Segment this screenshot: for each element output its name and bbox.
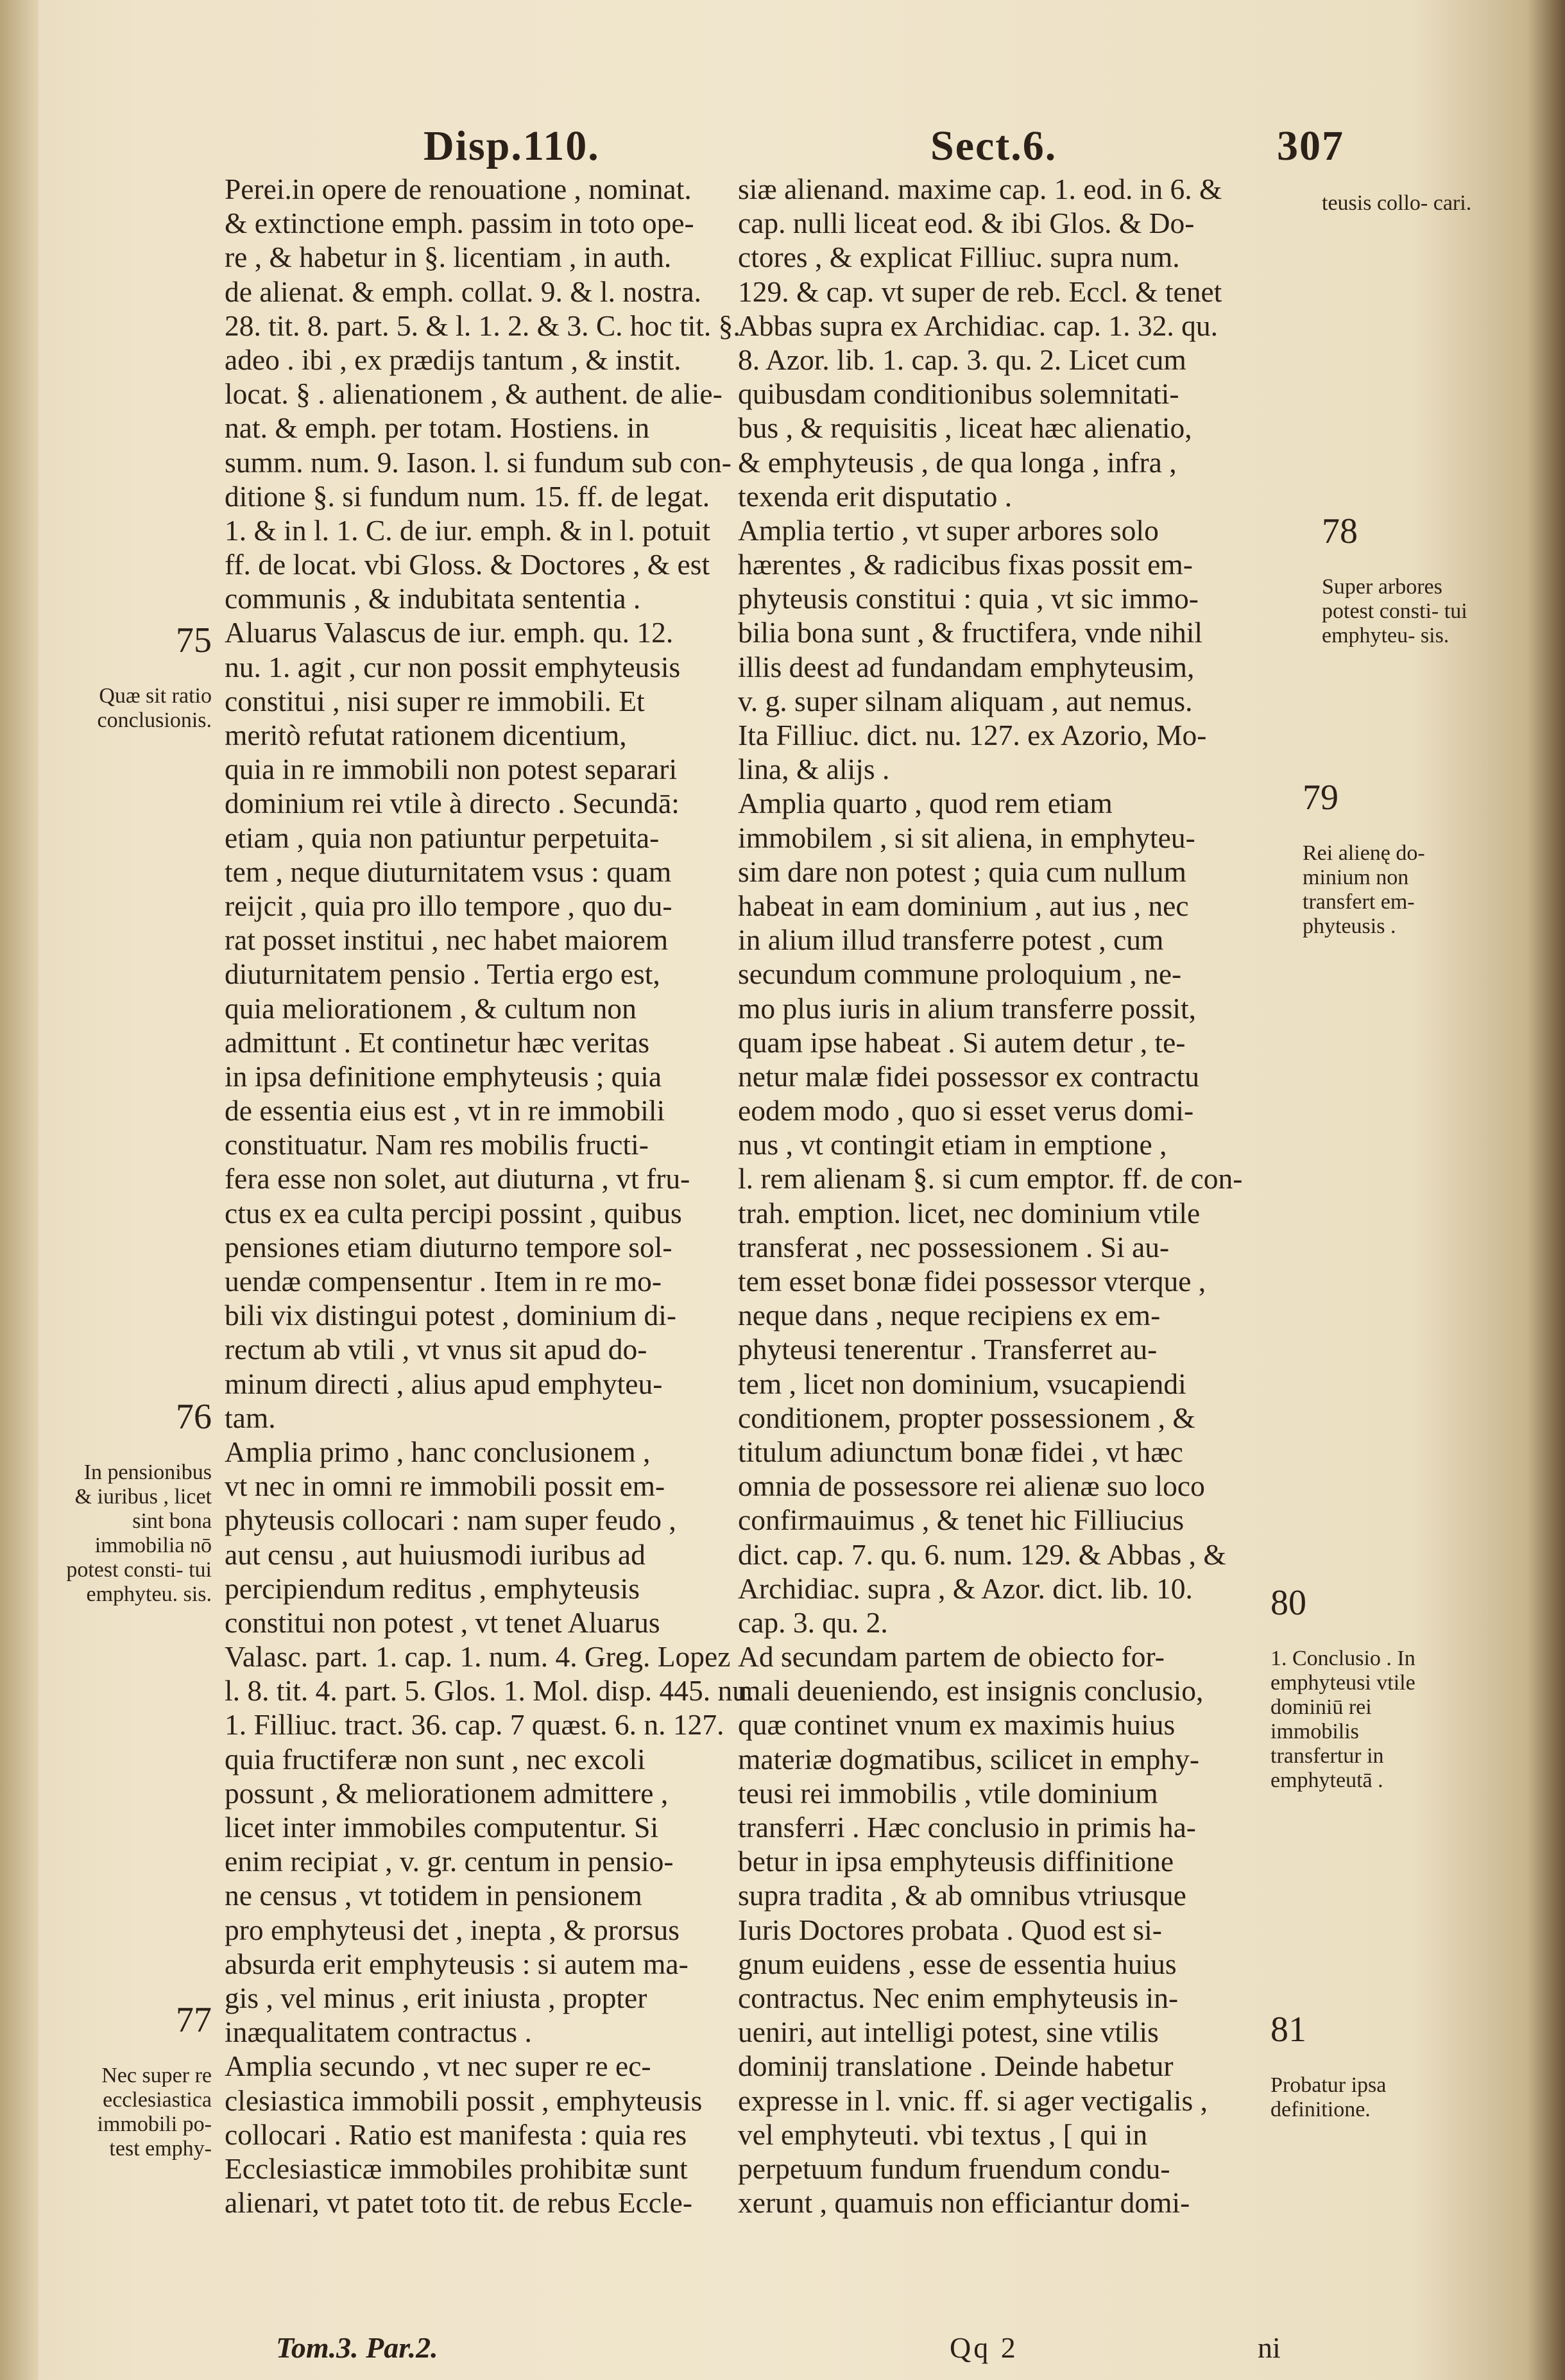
text-line: nat. & emph. per totam. Hostiens. in [225,411,650,445]
text-line: bili vix distingui potest , dominium di- [225,1299,677,1332]
text-line: eodem modo , quo si esset verus domi- [738,1094,1194,1127]
text-line: enim recipiat , v. gr. centum in pensio- [225,1845,674,1878]
text-line: lina, & alijs . [738,753,890,786]
margin-note-number: 81 [1270,2010,1306,2050]
margin-note-number: 80 [1270,1583,1306,1623]
text-line: habeat in eam dominium , aut ius , nec [738,889,1189,922]
text-line: texenda erit disputatio . [738,479,1013,513]
text-line: constitui , nisi super re immobili. Et [225,684,645,717]
margin-note-text: Nec super re ecclesiastica immobili po- test emphy- [97,2064,212,2161]
text-line: contractus. Nec enim emphyteusis in- [738,1981,1179,2014]
text-line: uendæ compensentur . Item in re mo- [225,1265,662,1297]
margin-note-text: Quæ sit ratio conclusionis. [97,684,212,732]
running-header [0,96,1565,167]
text-line: Ad secundam partem de obiecto for- [738,1640,1165,1674]
text-line: vt nec in omni re immobili possit em- [225,1469,665,1503]
text-line: hærentes , & radicibus fixas possit em- [738,548,1193,581]
volume-footer: Tom.3. Par.2. [276,2331,438,2364]
text-line: minum directi , alius apud emphyteu- [225,1367,663,1400]
text-line: gis , vel minus , erit iniusta , propter [225,1981,647,2014]
signature-mark: Qq 2 [950,2331,1018,2364]
margin-note-text: Rei alienę do- minium non transfert em- phyteusis . [1303,841,1425,938]
text-line: mo plus iuris in alium transferre possit, [738,991,1197,1025]
margin-note-77 [64,1976,212,2161]
text-line: constitui non potest , vt tenet Aluarus [225,1605,660,1639]
text-line: 8. Azor. lib. 1. cap. 3. qu. 2. Licet cum [738,343,1186,376]
text-line: Amplia secundo , vt nec super re ec- [225,2050,651,2083]
text-line: supra tradita , & ab omnibus vtriusque [738,1879,1186,1912]
text-line: dominium rei vtile à directo . Secundā: [225,787,680,820]
text-line: secundum commune proloquium , ne- [738,957,1182,991]
text-line: Ita Filliuc. dict. nu. 127. ex Azorio, Mo- [738,719,1207,751]
text-line: adeo . ibi , ex prædijs tantum , & instit. [225,343,681,376]
text-line: ditione §. si fundum num. 15. ff. de legat. [225,479,710,513]
text-line: 129. & cap. vt super de reb. Eccl. & tenet [738,275,1222,308]
text-line: Perei.in opere de renouatione , nominat. [225,173,692,205]
text-line: summ. num. 9. Iason. l. si fundum sub con- [225,445,731,479]
text-line: locat. § . alienationem , & authent. de alie- [225,377,723,411]
text-line: illis deest ad fundandam emphyteusim, [738,650,1195,683]
text-line: perpetuum fundum fruendum condu- [738,2152,1170,2185]
text-line: Amplia tertio , vt super arbores solo [738,513,1159,547]
text-line: quæ continet vnum ex maximis huius [738,1708,1176,1742]
text-line: quia in re immobili non potest separari [225,753,678,786]
text-line: transferat , nec possessionem . Si au- [738,1230,1170,1263]
text-line: conditionem, propter possessionem , & [738,1401,1195,1434]
text-line: mali deueniendo, est insignis conclusio, [738,1674,1204,1708]
margin-note-79 [1303,754,1457,939]
text-line: possunt , & meliorationem admittere , [225,1776,669,1810]
text-line: nus , vt contingit etiam in emptione , [738,1128,1167,1161]
text-line: vel emphyteuti. vbi textus , [ qui in [738,2118,1148,2151]
text-line: materiæ dogmatibus, scilicet in emphy- [738,1742,1200,1776]
text-line: trah. emption. licet, nec dominium vtile [738,1196,1201,1229]
margin-note-78 [1322,488,1476,648]
text-line: immobilem , si sit aliena, in emphyteu- [738,821,1195,854]
text-line: cap. 3. qu. 2. [738,1605,888,1639]
text-line: dict. cap. 7. qu. 6. num. 129. & Abbas , & [738,1537,1226,1571]
text-line: ne census , vt totidem in pensionem [225,1879,642,1912]
text-line: cap. nulli liceat eod. & ibi Glos. & Do- [738,207,1195,240]
page-number: 307 [1277,123,1344,169]
text-line: percipiendum reditus , emphyteusis [225,1571,640,1605]
text-line: absurda erit emphyteusis : si autem ma- [225,1947,688,1980]
margin-note-text: teusis collo- cari. [1322,191,1472,215]
text-line: de alienat. & emph. collat. 9. & l. nostra. [225,275,701,308]
text-line: titulum adiunctum bonæ fidei , vt hæc [738,1435,1183,1468]
text-line: quia meliorationem , & cultum non [225,991,637,1025]
catchword: ni [1258,2331,1281,2364]
right-text-column [738,172,1290,2220]
binding-gutter [0,0,38,2380]
left-text-column [225,172,757,2220]
text-line: communis , & indubitata sententia . [225,582,641,615]
text-line: in ipsa definitione emphyteusis ; quia [225,1059,662,1093]
text-line: collocari . Ratio est manifesta : quia res [225,2118,687,2151]
text-line: gnum euidens , esse de essentia huius [738,1947,1177,1980]
text-line: neque dans , neque recipiens ex em- [738,1299,1161,1332]
text-line: pro emphyteusi det , inepta , & prorsus [225,1913,680,1946]
margin-note-81 [1270,1986,1424,2122]
text-line: quam ipse habeat . Si autem detur , te- [738,1025,1186,1059]
text-line: 1. & in l. 1. C. de iur. emph. & in l. potuit [225,513,711,547]
margin-note-text: Super arbores potest consti- tui emphyteu- sis. [1322,575,1467,647]
text-line: tam. [225,1401,276,1434]
text-line: tem , neque diuturnitatem vsus : quam [225,855,672,888]
text-line: Amplia primo , hanc conclusionem , [225,1435,651,1468]
text-line: Valasc. part. 1. cap. 1. num. 4. Greg. Lopez [225,1640,731,1674]
text-line: tem esset bonæ fidei possessor vterque , [738,1265,1206,1297]
text-line: Amplia quarto , quod rem etiam [738,787,1113,820]
margin-note-80 [1270,1559,1424,1793]
text-line: rectum ab vtili , vt vnus sit apud do- [225,1333,647,1366]
disputation-heading: Disp.110. [423,123,600,169]
text-line: 1. Filliuc. tract. 36. cap. 7 quæst. 6. n. 127. [225,1708,724,1742]
margin-note-number: 78 [1322,511,1358,551]
text-line: etiam , quia non patiuntur perpetuita- [225,821,660,854]
text-line: admittunt . Et continetur hæc veritas [225,1025,650,1059]
text-line: Ecclesiasticæ immobiles prohibitæ sunt [225,2152,688,2185]
text-line: ff. de locat. vbi Gloss. & Doctores , & est [225,548,710,581]
text-line: 28. tit. 8. part. 5. & l. 1. 2. & 3. C. hoc tit. §. [225,309,740,342]
text-line: v. g. super silnam aliquam , aut nemus. [738,684,1193,717]
margin-note-number: 75 [176,621,212,660]
text-line: ueniri, aut intelligi potest, sine vtilis [738,2016,1159,2049]
text-line: netur malæ fidei possessor ex contractu [738,1059,1199,1093]
margin-note-text: Probatur ipsa definitione. [1270,2073,1387,2121]
text-line: constituatur. Nam res mobilis fructi- [225,1128,649,1161]
margin-note-continued [1322,167,1476,216]
text-line: confirmauimus , & tenet hic Filliucius [738,1503,1184,1537]
text-line: sim dare non potest ; quia cum nullum [738,855,1186,888]
text-line: phyteusis constitui : quia , vt sic immo- [738,582,1199,615]
text-line: tem , licet non dominium, vsucapiendi [738,1367,1186,1400]
text-line: alienari, vt patet toto tit. de rebus Eccle- [225,2186,692,2220]
text-line: reijcit , quia pro illo tempore , quo du- [225,889,672,922]
margin-note-text: 1. Conclusio . In emphyteusi vtile dominiū rei immobilis transfertur in emphyteutā . [1270,1647,1415,1792]
text-line: Aluarus Valascus de iur. emph. qu. 12. [225,616,674,649]
text-line: diuturnitatem pensio . Tertia ergo est, [225,957,660,991]
text-line: xerunt , quamuis non efficiantur domi- [738,2186,1190,2220]
text-line: quibusdam conditionibus solemnitati- [738,377,1179,411]
text-line: ctus ex ea culta percipi possint , quibus [225,1196,682,1229]
text-line: bilia bona sunt , & fructifera, vnde nihil [738,616,1203,649]
text-line: nu. 1. agit , cur non possit emphyteusis [225,650,681,683]
text-line: Archidiac. supra , & Azor. dict. lib. 10. [738,1571,1193,1605]
text-line: de essentia eius est , vt in re immobili [225,1094,665,1127]
text-line: ctores , & explicat Filliuc. supra num. [738,241,1180,274]
text-line: inæqualitatem contractus . [225,2016,532,2049]
text-line: meritò refutat rationem dicentium, [225,719,627,751]
margin-note-text: In pensionibus & iuribus , licet sint bona immobilia nō potest consti- tui emphyteu. sis. [66,1460,212,1606]
text-line: siæ alienand. maxime cap. 1. eod. in 6. & [738,173,1222,205]
text-line: phyteusi tenerentur . Transferret au- [738,1333,1158,1366]
text-line: expresse in l. vnic. ff. si ager vectigalis , [738,2084,1208,2117]
text-line: teusi rei immobilis , vtile dominium [738,1776,1158,1810]
text-line: Abbas supra ex Archidiac. cap. 1. 32. qu. [738,309,1219,342]
text-line: re , & habetur in §. licentiam , in auth. [225,241,672,274]
text-line: l. 8. tit. 4. part. 5. Glos. 1. Mol. disp. 445. nu. [225,1674,755,1708]
text-line: transferri . Hæc conclusio in primis ha- [738,1811,1196,1844]
text-line: fera esse non solet, aut diuturna , vt fru- [225,1162,690,1195]
text-line: & extinctione emph. passim in toto ope- [225,207,694,240]
margin-note-number: 79 [1303,778,1338,818]
text-line: dominij translatione . Deinde habetur [738,2050,1174,2083]
text-line: in alium illud transferre potest , cum [738,923,1164,957]
text-line: Iuris Doctores probata . Quod est si- [738,1913,1162,1946]
text-line: l. rem alienam §. si cum emptor. ff. de con- [738,1162,1243,1195]
text-line: pensiones etiam diuturno tempore sol- [225,1230,672,1263]
text-line: licet inter immobiles computentur. Si [225,1811,659,1844]
margin-note-75 [64,597,212,733]
text-line: omnia de possessore rei alienæ suo loco [738,1469,1205,1503]
margin-note-76 [64,1373,212,1607]
text-line: & emphyteusis , de qua longa , infra , [738,445,1177,479]
text-line: rat posset institui , nec habet maiorem [225,923,669,957]
text-line: bus , & requisitis , liceat hæc alienatio, [738,411,1192,445]
section-heading: Sect.6. [930,123,1057,169]
text-line: betur in ipsa emphyteusis diffinitione [738,1845,1174,1878]
margin-note-number: 76 [176,1397,212,1437]
text-line: clesiastica immobili possit , emphyteusis [225,2084,703,2117]
margin-note-number: 77 [176,2000,212,2040]
text-line: quia fructiferæ non sunt , nec excoli [225,1742,646,1776]
text-line: aut censu , aut huiusmodi iuribus ad [225,1537,646,1571]
text-line: phyteusis collocari : nam super feudo , [225,1503,676,1537]
